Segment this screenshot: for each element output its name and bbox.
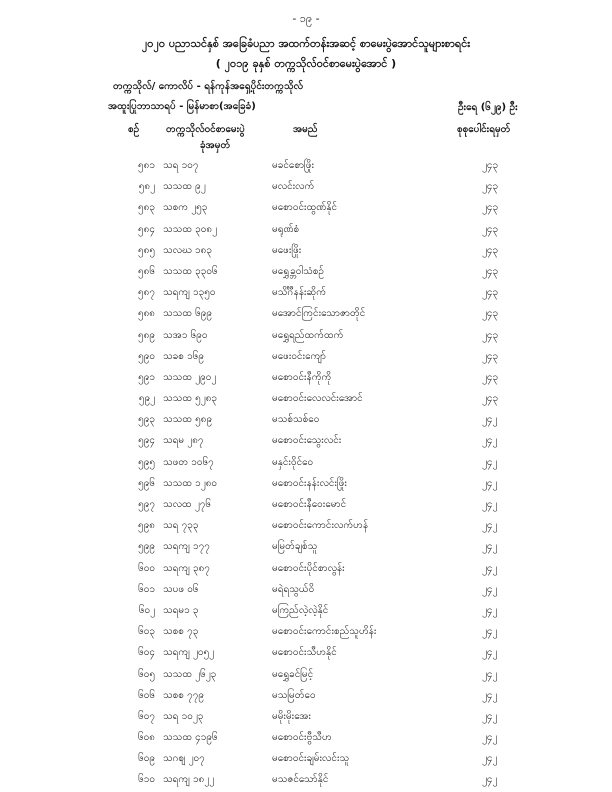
student-name: မစောဝင်းထွဏ်နိုင်	[272, 202, 338, 214]
table-row	[0, 599, 612, 620]
student-name: မရဲရသွယ်ဝိ	[272, 583, 315, 595]
student-name: မစောဝင်းကောင်းလက်ဟန်	[272, 520, 369, 532]
student-name: မစောဝင်းသီဟနိုင်	[272, 647, 337, 659]
subject-line: အထူးပြုဘာသာရပ် - မြန်မာစာ(အခြေခံ)	[108, 101, 256, 112]
table-row	[0, 557, 612, 578]
roll-number: သရကျ ၁၈၂၂	[163, 774, 215, 786]
total-score: ၂၄၂	[482, 414, 498, 426]
total-score: ၂၄၃	[482, 329, 499, 341]
table-row	[0, 451, 612, 472]
table-row	[0, 281, 612, 302]
total-score: ၂၄၃	[482, 202, 499, 214]
total-score: ၂၄၂	[482, 499, 498, 510]
document-title: ၂၀၂၀ ပညာသင်နှစ် အခြေခံပညာ အထက်တန်းအဆင့် စာမေးပွဲအောင်သူများစာရင်း	[141, 37, 471, 50]
total-score: ၂၄၂	[482, 626, 498, 638]
total-score: ၂၄၃	[482, 393, 499, 405]
roll-number: သရ ၁၀၂၃	[163, 710, 204, 722]
roll-number: သသထ ၅၂၈၃	[163, 393, 218, 405]
table-row	[0, 768, 612, 789]
roll-number: သလဃ ၁၈၃	[163, 244, 212, 256]
roll-number: သရကျ ၃၈၇	[163, 562, 210, 574]
student-name: မသဇင်သော်နိုင်	[272, 774, 329, 786]
roll-number: သသထ ၃၃၀၆	[163, 265, 218, 277]
student-name: မသစ်သစ်ဝေ	[272, 414, 320, 426]
roll-number: သဖတ ၁၀၆၇	[163, 456, 214, 468]
total-score: ၂၄၂	[482, 689, 498, 701]
student-name: မစောဝင်းသွေးလင်း	[272, 435, 342, 447]
row-number: ၅၉၉	[138, 541, 155, 553]
table-row	[0, 747, 612, 768]
student-name: မဖေးဝင်းကျော်	[272, 350, 327, 362]
row-number: ၅၉၁	[138, 371, 155, 383]
table-row	[0, 620, 612, 641]
table-row	[0, 641, 612, 662]
row-number: ၅၉၅	[138, 456, 155, 468]
total-score: ၂၄၃	[482, 181, 499, 193]
roll-number: သရကျ ၁၃၅၀	[163, 287, 216, 299]
roll-number: သရ ၁၀၇	[163, 160, 199, 171]
row-number: ၅၈၄	[138, 223, 155, 235]
roll-number: သပဖ ၀၆	[163, 583, 199, 595]
row-number: ၅၉၇	[138, 499, 155, 510]
roll-number: သစစ ၇၃	[163, 626, 199, 638]
student-name: မရွှေရည်ထက်ထက်	[272, 329, 344, 341]
roll-number: သရမ ၂၈၇	[163, 435, 204, 447]
table-row	[0, 324, 612, 345]
column-header-total: စုစုပေါင်းရမှတ်	[457, 124, 511, 135]
total-score: ၂၄၃	[482, 160, 499, 171]
student-name: မရုဏ်စံ	[272, 223, 300, 235]
total-score: ၂၄၃	[482, 244, 499, 256]
row-number: ၅၈၆	[138, 265, 155, 277]
column-header-name: အမည်	[293, 124, 318, 135]
student-name: မခင်စောဖြိုး	[272, 160, 314, 171]
table-row	[0, 578, 612, 599]
student-name: မစောဝင်းနီကိုကို	[272, 371, 332, 383]
roll-number: သစစ ၇၇၉	[163, 689, 204, 701]
student-name: မကြည်လဲ့လဲ့နိုင်	[272, 604, 329, 616]
table-row	[0, 345, 612, 366]
student-name: မစောဝင်းနန်းလင်းဖြိုး	[272, 477, 347, 489]
total-score: ၂၄၃	[482, 265, 499, 277]
table-row	[0, 196, 612, 217]
row-number: ၅၉၄	[138, 435, 155, 447]
total-score: ၂၄၂	[482, 647, 498, 659]
roll-number: သသထ ၄၁၉၆	[163, 732, 218, 744]
roll-number: သသထ ၆၉၉	[163, 308, 213, 320]
university-line: တက္ကသိုလ်/ ကောလိပ် - ရန်ကုန်အရှေ့ပိုင်းတက္ကသိုလ်	[113, 81, 303, 92]
total-score: ၂၄၂	[482, 774, 498, 786]
row-number: ၆၀၅	[138, 668, 155, 680]
table-row	[0, 535, 612, 556]
student-name: မနှင်းဝိုင်ဝေ	[272, 456, 314, 468]
table-row	[0, 514, 612, 535]
total-score: ၂၄၃	[482, 223, 499, 235]
total-score: ၂၄၂	[482, 562, 498, 574]
total-score: ၂၄၂	[482, 583, 498, 595]
total-score: ၂၄၂	[482, 753, 498, 765]
table-row	[0, 408, 612, 429]
row-number: ၆၀၁	[138, 583, 155, 595]
student-name: မရွှေခင်မြင့်	[272, 668, 314, 680]
roll-number: သရ ၇၃၃	[163, 520, 199, 532]
table-row	[0, 239, 612, 260]
row-number: ၅၈၅	[138, 244, 155, 256]
row-number: ၅၈၃	[138, 202, 155, 214]
document-subtitle: ( ၂၀၁၉ ခုနှစ် တက္ကသိုလ်ဝင်စာမေးပွဲအောင် )	[215, 57, 397, 70]
total-score: ၂၄၃	[482, 287, 499, 299]
student-name: မစောဝင်းပိုင်စာလွန်း	[272, 562, 345, 574]
roll-number: သသထ ၃၀၈၂	[163, 223, 218, 235]
table-row	[0, 175, 612, 196]
table-row	[0, 472, 612, 493]
total-score: ၂၄၂	[482, 732, 498, 744]
table-row	[0, 302, 612, 323]
table-row	[0, 260, 612, 281]
table-row	[0, 493, 612, 514]
row-number: ၆၀၆	[138, 689, 155, 701]
student-name: မအောင်ကြင်းသောဇာတိုင်	[272, 308, 366, 320]
roll-number: သသထ ၂၆၂၃	[163, 668, 217, 680]
student-name: မစောဝင်းချမ်းလင်းသူ	[272, 753, 350, 765]
row-number: ၅၈၇	[138, 287, 155, 299]
roll-number: သသထ ၁၂၈၀	[163, 477, 218, 489]
row-number: ၆၀၉	[138, 753, 155, 765]
total-score: ၂၄၃	[482, 308, 499, 320]
roll-number: သစက ၂၅၃	[163, 202, 208, 214]
table-row	[0, 684, 612, 705]
total-count: ဦးရေ (၆၂၉) ဦး	[458, 102, 518, 113]
row-number: ၆၀၇	[138, 710, 155, 722]
student-name: မသိင်္ဂီနန်းဆိုက်	[272, 287, 327, 299]
roll-number: သသထ ၅၈၉	[163, 414, 213, 426]
student-name: မလင်းလက်	[272, 181, 315, 193]
total-score: ၂၄၂	[482, 435, 498, 447]
total-score: ၂၄၂	[482, 520, 498, 532]
row-number: ၆၀၃	[138, 626, 155, 638]
roll-number: သရကျ ၁၇၇	[163, 541, 210, 553]
row-number: ၆၀၂	[138, 604, 155, 616]
row-number: ၅၈၂	[138, 181, 155, 193]
row-number: ၅၉၈	[138, 520, 155, 532]
total-score: ၂၄၂	[482, 710, 498, 722]
roll-number: သလထ ၂၇၆	[163, 499, 212, 510]
student-name: မမြတ်ချစ်သူ	[272, 541, 318, 553]
table-row	[0, 218, 612, 239]
student-name: မသမြတ်ဝေ	[272, 689, 316, 701]
column-header-roll-line2: ခုံအမှတ်	[200, 140, 231, 151]
total-score: ၂၄၂	[482, 541, 498, 553]
page-number: - ၁၉ -	[292, 12, 320, 25]
roll-number: သသထ ၉၂	[163, 181, 206, 193]
total-score: ၂၄၂	[482, 668, 498, 680]
row-number: ၆၁၀	[138, 774, 155, 786]
total-score: ၂၄၃	[482, 371, 499, 383]
total-score: ၂၄၂	[482, 604, 498, 616]
student-name: မစောဝင်းဗွီသီဟ	[272, 732, 332, 744]
roll-number: သရကျ ၂၀၅၂	[163, 647, 215, 659]
student-name: မမိုးမိုးအေး	[272, 710, 311, 722]
student-name: မဖေးဖြိုး	[272, 244, 302, 256]
roll-number: သသထ ၂၉၀၂	[163, 371, 217, 383]
row-number: ၅၉၀	[138, 350, 155, 362]
row-number: ၅၉၃	[138, 414, 155, 426]
table-row	[0, 726, 612, 747]
total-score: ၂၄၃	[482, 350, 499, 362]
row-number: ၅၉၂	[138, 393, 155, 405]
total-score: ၂၄၂	[482, 477, 498, 489]
row-number: ၅၈၈	[137, 308, 155, 320]
student-name: မရွှေခ္ဘဝါသံစဉ်	[272, 265, 324, 277]
student-name: မစောဝင်းကောင်းစည်သူဟိန်း	[272, 626, 377, 638]
student-name: မစောဝင်းလေလင်းအောင်	[272, 393, 363, 405]
table-row	[0, 387, 612, 408]
total-score: ၂၄၂	[482, 456, 498, 468]
row-number: ၅၈၁	[138, 160, 155, 171]
table-row	[0, 663, 612, 684]
column-header-no: စဉ်	[128, 124, 140, 135]
roll-number: သခစ ၁၆၉	[163, 350, 204, 362]
row-number: ၆၀၄	[138, 647, 155, 659]
row-number: ၅၉၆	[138, 477, 155, 489]
table-row	[0, 366, 612, 387]
column-header-roll: တက္ကသိုလ်ဝင်စာမေးပွဲ	[166, 124, 245, 135]
table-row	[0, 154, 612, 175]
row-number: ၆၀၀	[138, 562, 155, 574]
roll-number: သအ၁ ၆၉၀	[163, 329, 208, 341]
table-row	[0, 429, 612, 450]
table-row	[0, 705, 612, 726]
roll-number: သရမ၁ ၃	[163, 604, 199, 616]
roll-number: သဂဈ ၂၀၇	[163, 753, 205, 765]
row-number: ၅၈၉	[138, 329, 155, 341]
results-table	[0, 154, 612, 790]
row-number: ၆၀၈	[138, 732, 155, 744]
student-name: မစောဝင်းနီဝေးမောင်	[272, 499, 347, 510]
